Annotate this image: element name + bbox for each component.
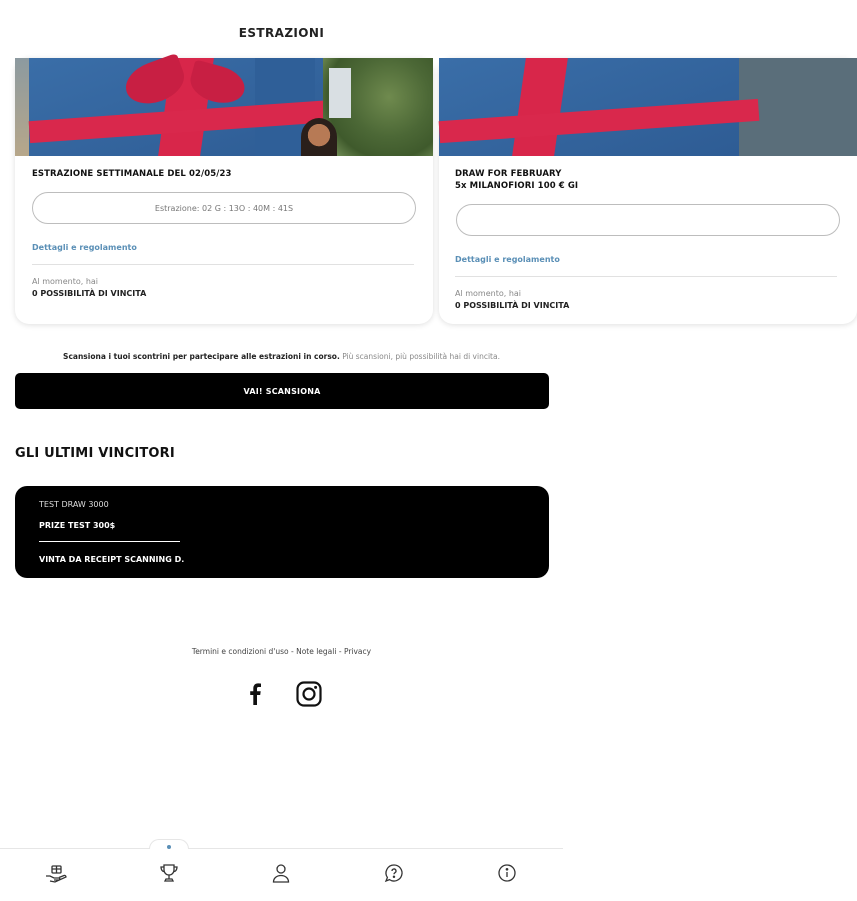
winner-card [15, 486, 549, 578]
draw-subtitle: 5x MILANOFIORI 100 € GI [455, 181, 579, 191]
privacy-link[interactable]: Privacy [343, 647, 372, 656]
chances-label: Al momento, hai [455, 289, 522, 298]
winner-divider [39, 541, 180, 542]
bottom-nav [0, 848, 563, 900]
details-link[interactable]: Dettagli e regolamento [32, 243, 137, 252]
winner-method: VINTA DA RECEIPT SCANNING D. [39, 555, 185, 564]
scan-info-bold: Scansiona i tuoi scontrini per partecipare alle estrazioni in corso. [63, 352, 340, 361]
winner-draw: TEST DRAW 3000 [39, 500, 109, 509]
chances-label: Al momento, hai [32, 277, 99, 286]
draws-carousel[interactable] [0, 58, 579, 326]
scan-button[interactable]: VAI! SCANSIONA [15, 373, 549, 409]
draw-countdown [456, 204, 840, 236]
countdown-text: Estrazione: 02 G : 13O : 40M : 41S [154, 203, 294, 213]
chances-value: 0 POSSIBILITÀ DI VINCITA [455, 301, 570, 310]
nav-profile[interactable] [251, 849, 311, 901]
divider [455, 276, 837, 277]
nav-help[interactable] [364, 849, 424, 901]
user-icon [272, 863, 290, 887]
social-links [0, 680, 563, 708]
divider [32, 264, 414, 265]
draw-countdown [32, 192, 416, 224]
draw-image [15, 58, 433, 156]
page-title: ESTRAZIONI [238, 26, 325, 40]
scan-info-text [0, 352, 563, 361]
instagram-icon[interactable] [295, 680, 323, 708]
footer-links [0, 647, 563, 656]
nav-rewards[interactable] [26, 849, 86, 901]
winner-prize: PRIZE TEST 300$ [39, 521, 116, 530]
chances-value: 0 POSSIBILITÀ DI VINCITA [32, 289, 147, 298]
terms-link[interactable]: Termini e condizioni d'uso [191, 647, 289, 656]
footer-separator: - [336, 647, 344, 656]
info-icon [497, 863, 517, 887]
draw-card[interactable] [15, 58, 433, 324]
nav-active-dot [167, 845, 171, 849]
scan-info-light: Più scansioni, più possibilità hai di vincita. [339, 352, 500, 361]
draw-title [455, 168, 578, 192]
gift-hand-icon [45, 863, 67, 887]
draw-card[interactable] [439, 58, 857, 324]
trophy-icon [159, 863, 179, 887]
winners-title: GLI ULTIMI VINCITORI [15, 446, 175, 461]
draw-title: ESTRAZIONE SETTIMANALE DEL 02/05/23 [32, 169, 232, 179]
footer-separator: - [288, 647, 297, 656]
details-link[interactable]: Dettagli e regolamento [455, 255, 560, 264]
legal-link[interactable]: Note legali [296, 647, 337, 656]
facebook-icon[interactable] [241, 680, 269, 708]
nav-info[interactable] [477, 849, 537, 901]
draw-image [439, 58, 857, 156]
draw-title-text: DRAW FOR FEBRUARY [455, 169, 562, 179]
nav-draws[interactable] [139, 849, 199, 901]
help-icon [384, 863, 404, 887]
